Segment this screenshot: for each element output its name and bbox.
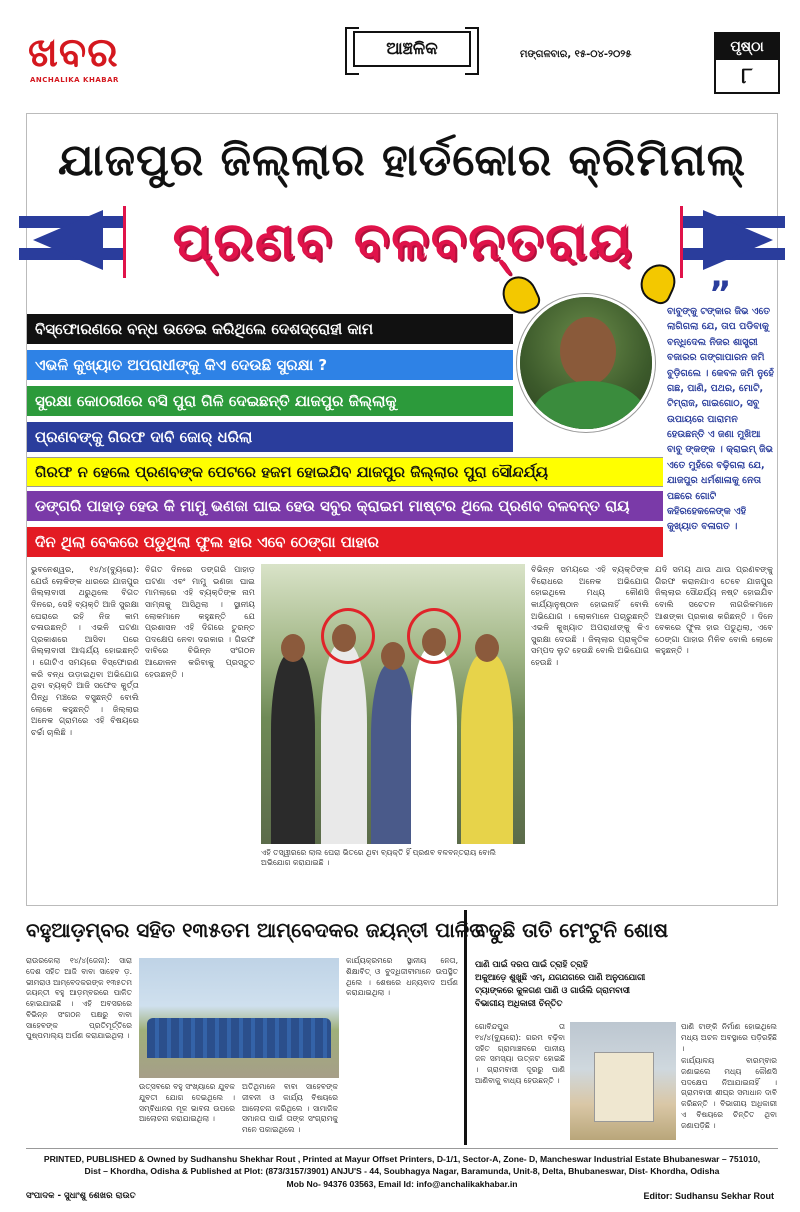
water-column-3: କାର୍ଯ୍ୟାଳୟ ବାରମ୍ବାର ଜଣାଇଲେ ମଧ୍ୟ କୌଣସି ପଦକ୍ଷେପ ନିଆଯାଇନାହିଁ । ଗ୍ରାମବାସୀ ଶୀଘ୍ର ସମାଧାନ ଦାବି କରିଛନ୍ତି । ବିଭାଗୀୟ ଅଧିକାରୀ ଏ ବିଷୟରେ ଚିନ୍ତିତ ଥିବା ଜଣାପଡ଼ିଛି । — [681, 1056, 777, 1130]
issue-date: ମଙ୍ଗଳବାର, ୧୫-୦୪-୨୦୨୫ — [520, 49, 632, 60]
page-label: ପୃଷ୍ଠା — [716, 34, 778, 60]
editor-english: Editor: Sudhansu Sekhar Rout — [643, 1191, 774, 1201]
lead-column-1: ଭୁବନେଶ୍ୱର, ୧୪/୪(ବ୍ୟୁରୋ): ଯେଉଁ ଲୋକିଙ୍କ ଧାରରେ ଯାଜପୁର ଜିଲ୍ଲାବାସୀ ଥରୁଥିଲେ ବିଗତ ଦିନରେ, ସେହି ବ୍ୟକ୍ତି ଆଜି ସୁରକ୍ଷା ଘେରାରେ ରହି ନିଜ କାମ ଚଳାଉଛନ୍ତି । ଏଭଳି ଘଟଣା ପ୍ରକାଶରେ ଆସିବା ପରେ ଜିଲ୍ଲାବାସୀ ଆଶ୍ଚର୍ଯ୍ୟ ହୋଇଛନ୍ତି । ଗୋଟିଏ ସମୟରେ ବିସ୍ଫୋରଣ କରି ବନ୍ଧ ଉଡ଼ାଇଥିବା ଅଭିଯୋଗ ଥିବା ବ୍ୟକ୍ତି ଆଜି ସଫେଦ କୁର୍ତ୍ତା ପିନ୍ଧି ମଞ୍ଚରେ ବସୁଛନ୍ତି ବୋଲି ଲୋକେ କହୁଛନ୍ତି । ଜିଲ୍ଲାର ଅନେକ ଗ୍ରାମରେ ଏହି ବିଷୟରେ ଚର୍ଚ୍ଚା ଚାଲିଛି । — [31, 564, 139, 737]
water-tank-photo — [570, 1022, 676, 1140]
imprint-line: Dist – Khordha, Odisha & Published at Plot: (873/3157/3901) ANJU'S - 44, Soubhagya Nagar, Baramunda, Unit-8, Delta, Bhubaneswar, Dist- Khordha, Odisha — [84, 1166, 720, 1177]
lead-article — [27, 564, 777, 904]
water-column-1: ଗୋବିନ୍ଦପୁର ତା ୧୪/୪(ବ୍ୟୁରୋ): ଗରମ ବଢ଼ିବା ସହିତ ଗ୍ରାମାଞ୍ଚଳରେ ପାନୀୟ ଜଳ ସମସ୍ୟା ଉତ୍କଟ ହୋଇଛି । ଗ୍ରାମବାସୀ ଦୂରରୁ ପାଣି ଆଣିବାକୁ ବାଧ୍ୟ ହେଉଛନ୍ତି । — [475, 1022, 565, 1085]
water-subheads — [475, 958, 775, 1010]
water-subhead: ପାଣି ପାଇଁ ଦରପ ପାଇଁ ତ୍ରାହି ତ୍ରାହି — [475, 959, 588, 969]
lead-headline: ଯାଜପୁର ଜିଲ୍ଲାର ହାର୍ଡକୋର କ୍ରିମିନାଲ୍ — [58, 134, 746, 186]
ambedkar-group-photo — [139, 958, 339, 1078]
bar-explosion: ବିସ୍ଫୋରଣରେ ବନ୍ଧ ଉଡେଇ କରିଥିଲେ ଦେଶଦ୍ରୋହୀ କାମ — [27, 314, 513, 344]
lead-headline-wrap — [27, 114, 777, 206]
bar-who-protects: ଏଭଳି କୁଖ୍ୟାତ ଅପରାଧୀଙ୍କୁ କିଏ ଦେଉଛି ସୁରକ୍ଷା ? — [27, 350, 513, 380]
bar-arrest-demand: ପ୍ରଣବଙ୍କୁ ଗିରଫ ଦାବି ଜୋର୍ ଧରିଲା — [27, 422, 513, 452]
portrait-photo — [517, 294, 655, 432]
imprint-line: PRINTED, PUBLISHED & Owned by Sudhanshu Shekhar Rout , Printed at Mayur Offset Printers, D-1/1, Sector-A, Zone- D, Mancheswar Industrial Estate Bhubaneswar – 751010, — [43, 1154, 761, 1164]
name-banner-wrap — [123, 204, 683, 280]
page-indicator — [714, 32, 780, 94]
ambedkar-column-1: ରାଉରକେଲା ୧୪/୪(ଜେନା): ସାରା ଦେଶ ସହିତ ଆଜି ବାବା ସାହେବ ଡ଼. ଭୀମରାଓ ଆମ୍ବେଦକରଙ୍କ ୧୩୫ତମ ଜୟନ୍ତୀ ବହୁ ଆଡ଼ମ୍ବରରେ ପାଳିତ ହୋଇଯାଇଛି । ଏହି ଅବସରରେ ବିଭିନ୍ନ ସଂଗଠନ ପକ୍ଷରୁ ବାବା ସାହେବଙ୍କ ପ୍ରତିମୂର୍ତ୍ତିରେ ପୁଷ୍ପମାଲ୍ୟ ଅର୍ପଣ କରାଯାଇଥିଲା । — [26, 956, 132, 1041]
ambedkar-column-4: କାର୍ଯ୍ୟକ୍ରମରେ ସ୍ଥାନୀୟ ନେତା, ଶିକ୍ଷାବିତ୍ ଓ ବୁଦ୍ଧିଜୀବୀମାନେ ଉପସ୍ଥିତ ଥିଲେ । ଶେଷରେ ଧନ୍ୟବାଦ ଅର୍ପଣ କରାଯାଇଥିଲା । — [346, 956, 458, 998]
water-headline: ବଢୁଛି ତାତି ମେଂଟୁନି ଶୋଷ — [475, 918, 669, 942]
bar-garland: ଦିନ ଥିଲା ବେକରେ ପଡୁଥିଲା ଫୁଲ ହାର ଏବେ ଠେଙ୍ଗା ପାହାର — [27, 527, 663, 557]
lead-story — [26, 113, 778, 906]
water-column-2: ପାଣି ଟାଙ୍କି ନିର୍ମାଣ ହୋଇଥିଲେ ମଧ୍ୟ ଅଚଳ ଅବସ୍ଥାରେ ପଡ଼ିରହିଛି । — [681, 1022, 777, 1052]
bar-beauty: ଗିରଫ ନ ହେଲେ ପ୍ରଣବଙ୍କ ପେଟରେ ହଜମ ହୋଇଯିବ ଯାଜପୁର ଜିଲ୍ଲାର ପୁରା ସୌନ୍ଦର୍ଯ୍ୟ — [27, 457, 663, 487]
lead-column-4: ଯଦି ସମୟ ଥାଉ ଥାଉ ପ୍ରଣବଙ୍କୁ ଗିରଫ କରାନଯାଏ ତେବେ ଯାଜପୁର ଜିଲ୍ଲାର ସୌନ୍ଦର୍ଯ୍ୟ ନଷ୍ଟ ହୋଇଯିବ ବୋଲି ସଚେତନ ନାଗରିକମାନେ ଆଶଙ୍କା ପ୍ରକାଶ କରିଛନ୍ତି । ଦିନେ ବେକରେ ଫୁଲ ହାର ପଡୁଥିଲା, ଏବେ ଠେଙ୍ଗା ପାହାର ମିଳିବ ବୋଲି ଲୋକେ କହୁଛନ୍ତି । — [655, 564, 773, 656]
water-subhead: ଟ୍ୟାଙ୍କରେ କୁଳଗଣ ପାଣି ଓ ଗାଉଁଲି ଗ୍ରାମବାସୀ — [475, 985, 631, 996]
lead-column-3: ବିଭିନ୍ନ ସମୟରେ ଏହି ବ୍ୟକ୍ତିଙ୍କ ବିରୋଧରେ ଅନେକ ଅଭିଯୋଗ ହୋଇଥିଲେ ମଧ୍ୟ କୌଣସି କାର୍ଯ୍ୟାନୁଷ୍ଠାନ ହୋଇନାହିଁ ବୋଲି ଅଭିଯୋଗ । ଲୋକମାନେ ପଚାରୁଛନ୍ତି ଏଭଳି କୁଖ୍ୟାତ ଅପରାଧୀଙ୍କୁ କିଏ ସୁରକ୍ଷା ଦେଉଛି । ଜିଲ୍ଲାର ପ୍ରାକୃତିକ ସମ୍ପଦ ଲୁଟ ହେଉଛି ବୋଲି ଅଭିଯୋଗ ହେଉଛି । — [531, 564, 649, 668]
bar-security-room: ସୁରକ୍ଷା କୋଠରୀରେ ବସି ପୁରା ଗିଳି ଦେଇଛନ୍ତି ଯାଜପୁର ଜିଲ୍ଲାକୁ — [27, 386, 513, 416]
arrow-right-shape — [703, 210, 773, 270]
water-scarcity-story — [464, 910, 778, 1145]
quote-mark-icon: ” — [709, 274, 732, 314]
pull-quote: ବାବୁଙ୍କୁ ଟଙ୍କାର ଜିଭ ଏତେ ଲାଗିଗଲା ଯେ, ତାପ ପଡିବାକୁ ବନ୍ଧିଦେଲ ନିଜର ଶାସ୍ତ୍ରୀ ବଜାରର ଗଙ୍ଗାପାରନ ଜମି ବୁଡ଼ିଗଲେ । କେବଳ ଜମି ନୁହେଁ ଗଛ, ପାଣି, ପଥର, ମୋଟି, ଟିମ୍‌ରାଜ, ଗାଇଗୋଠ, ସବୁ ଉପାୟରେ ପାରାମନ ହେଉଛନ୍ତି ଏ ଜଣା ମୁଖିଆ ବାବୁ ଙ୍କଙ୍କ । କ୍ରାଇମ୍ ଜିଭ ଏତେ ମୁହଁରେ ବଢ଼ିଗଲା ଯେ, ଯାଜପୁର ଧର୍ମଶାଳାକୁ ନେତା ପଛରେ ଗୋଟି କହିରହେକଳେଙ୍କ ଏହି କୁଖ୍ୟାତ ବଳାଗତ । — [667, 306, 774, 533]
ambedkar-headline: ବହୁଆଡ଼ମ୍ବର ସହିତ ୧୩୫ତମ ଆମ୍ବେଦକର ଜୟନ୍ତୀ ପାଳିତ — [26, 918, 484, 942]
masthead — [0, 0, 800, 100]
name-banner-band — [19, 114, 785, 115]
photo-caption: ଏହି ତସ୍ୱୀରରେ ଲାଲ ଘେରା ଭିତରେ ଥିବା ବ୍ୟକ୍ତି ହିଁ ପ୍ରଣବ ବଳବନ୍ତରାୟ ବୋଲି ଅଭିଯୋଗ କରାଯାଇଛି । — [261, 848, 496, 868]
page-number: ୮ — [741, 63, 753, 89]
highlight-circle — [407, 608, 461, 664]
ambedkar-story — [26, 910, 484, 1145]
imprint-contact: Mob No- 94376 03563, Email Id: info@anchalikakhabar.in — [286, 1178, 518, 1189]
group-photo — [261, 564, 525, 844]
section-label: ଆଞ୍ଚଳିକ — [353, 31, 471, 67]
water-subhead: ଅକୁଆଡ଼େ ଶୁଖୁଛି ଏମ, ଯଗଯଗରେ ପାଣି ଅନୁପଯୋଗୀ — [475, 972, 646, 983]
highlight-circle — [321, 608, 375, 664]
print-line-footer — [26, 1148, 778, 1206]
water-subhead: ବିଭାଗୀୟ ଅଧିକାରୀ ଚିନ୍ତିତ — [475, 998, 563, 1009]
logo-subtitle: ANCHALIKA KHABAR — [30, 76, 119, 84]
imprint — [26, 1153, 778, 1190]
name-banner: ପ୍ରଣବ ବଳବନ୍ତରାୟ — [172, 211, 634, 272]
newspaper-logo[interactable] — [28, 30, 198, 85]
ambedkar-column-2: ଉତ୍ସବରେ ବହୁ ସଂଖ୍ୟାରେ ଯୁବକ ଯୁବତୀ ଯୋଗ ଦେଇଥିଲେ । ସମ୍ବିଧାନର ମୂଳ ଭାବନା ଉପରେ ଆଲୋଚନା କରାଯାଇଥିଲା । — [139, 1082, 235, 1124]
lead-column-2: ବିଗତ ଦିନରେ ଡଙ୍ଗରି ପାହାଡ଼ ଘଟଣା ଏବଂ ମାମୁ ଭଣଜା ଘାଇ ମାମଲାରେ ଏହି ବ୍ୟକ୍ତିଙ୍କ ନାମ ସାମ୍ନାକୁ ଆସିଥିଲା । ସ୍ଥାନୀୟ ଲୋକମାନେ କହୁଛନ୍ତି ଯେ ପ୍ରଶାସନ ଏହି ଦିଗରେ ତୁରନ୍ତ ପଦକ୍ଷେପ ନେବା ଦରକାର । ଗିରଫ ଦାବିରେ ବିଭିନ୍ନ ସଂଗଠନ ଆନ୍ଦୋଳନ କରିବାକୁ ପ୍ରସ୍ତୁତ ହେଉଛନ୍ତି । — [145, 564, 255, 679]
editor-odia: ସଂପାଦକ - ସୁଧାଂଶୁ ଶେଖର ରାଉତ — [26, 1191, 136, 1201]
ambedkar-column-3: ଅତିଥିମାନେ ବାବା ସାହେବଙ୍କ ଜୀବନୀ ଓ କାର୍ଯ୍ୟ ବିଷୟରେ ଆଲୋଚନା କରିଥିଲେ । ସାମାଜିକ ସମାନତା ପାଇଁ ତାଙ୍କ ସଂଗ୍ରାମକୁ ମନେ ପକାଇଥିଲେ । — [242, 1082, 338, 1135]
arrow-left-shape — [33, 210, 103, 270]
logo-text: ଖବର — [28, 30, 119, 76]
bar-crime-master: ଡଙ୍ଗରି ପାହାଡ଼ ହେଉ କି ମାମୁ ଭଣଜା ଘାଇ ହେଉ ସବୁର କ୍ରାଇମ ମାଷ୍ଟର ଥିଲେ ପ୍ରଣବ ବଳବନ୍ତ ରାୟ — [27, 491, 663, 521]
